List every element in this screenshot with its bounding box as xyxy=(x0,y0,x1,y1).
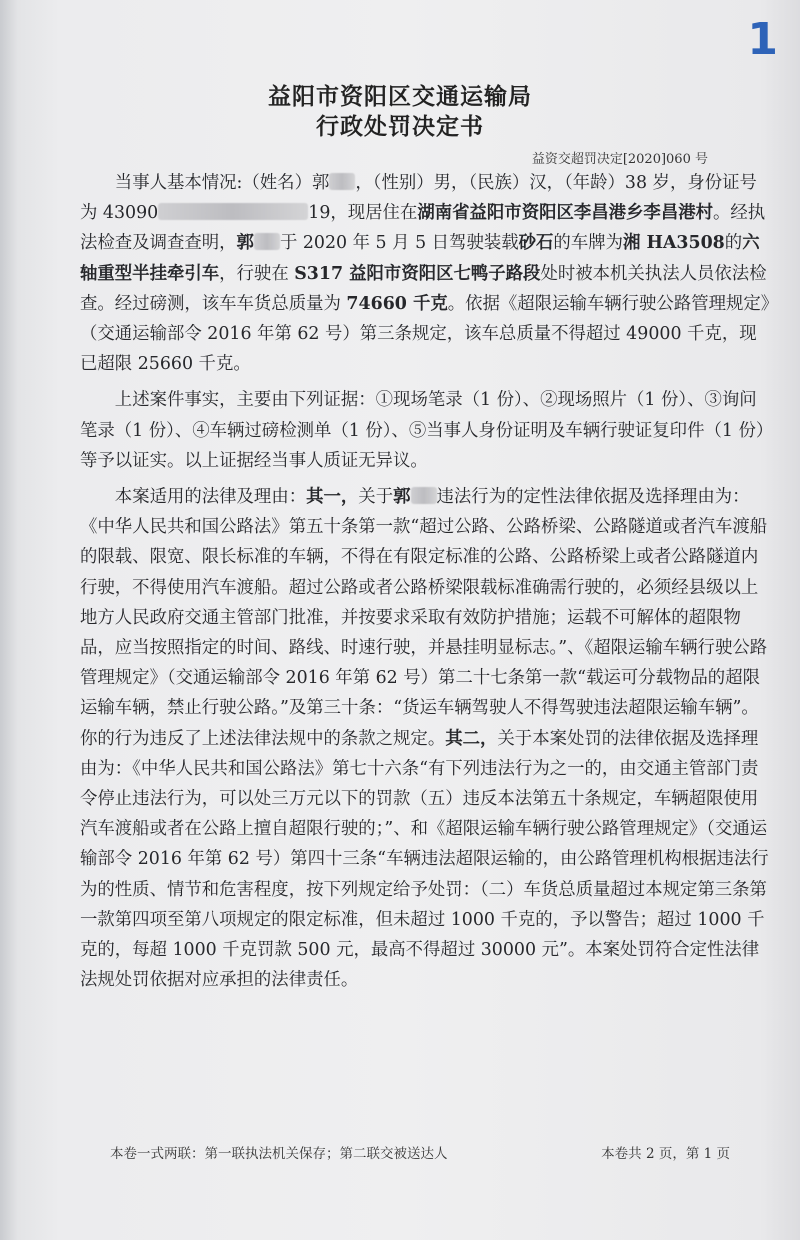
footer-page-count: 本卷共 2 页，第 1 页 xyxy=(601,1146,730,1162)
redacted-name xyxy=(329,173,355,190)
document-number: 益资交超罚决定[2020]060 号 xyxy=(531,152,708,167)
paragraph-evidence: 上述案件事实，主要由下列证据：①现场笔录（1 份）、②现场照片（1 份）、③询问笔录（1 份）、④车辆过磅检测单（1 份）、⑤当事人身份证明及车辆行驶证复印件（1 份）等予以证实。以上证据经当事人质证无异议。 xyxy=(80,390,765,471)
document-title-type: 行政处罚决定书 xyxy=(316,114,484,140)
redacted-name xyxy=(411,487,437,504)
redacted-name xyxy=(254,233,280,250)
document-body xyxy=(80,168,772,995)
handwritten-page-number: 1 xyxy=(747,14,778,65)
footer-copies-note: 本卷一式两联：第一联执法机关保存；第二联交被送达人 xyxy=(110,1146,448,1162)
paragraph-legal-basis: 本案适用的法律及理由：其一，关于郭 违法行为的定性法律依据及选择理由为：《中华人民共和国公路法》第五十条第一款“超过公路、公路桥梁、公路隧道或者汽车渡船的限载、限宽、限长标准的车辆，不得在有限定标准的公路、公路桥梁上或者公路隧道内行驶，不得使用汽车渡船。超过公路或者公路桥梁限载标准确需行驶的，必须经县级以上地方人民政府交通主管部门批准，并按要求采取有效防护措施；运载不可解体的超限物品，应当按照指定的时间、路线、时速行驶，并悬挂明显标志。”、《超限运输车辆行驶公路管理规定》（交通运输部令 2016 年第 62 号）第二十七条第一款“载运可分载物品的超限运输车辆，禁止行驶公路。”及第三十条：“货运车辆驾驶人不得驾驶违法超限运输车辆”。你的行为违反了上述法律法规中的条款之规定。其二，关于本案处罚的法律依据及选择理由为：《中华人民共和国公路法》第七十六条“有下列违法行为之一的，由交通主管部门责令停止违法行为，可以处三万元以下的罚款（五）违反本法第五十条规定，车辆超限使用汽车渡船或者在公路上擅自超限行驶的；”、和《超限运输车辆行驶公路管理规定》（交通运输部令 2016 年第 62 号）第四十三条“车辆违法超限运输的，由公路管理机构根据违法行为的性质、情节和危害程度，按下列规定给予处罚：（二）车货总质量超过本规定第三条第一款第四项至第八项规定的限定标准，但未超过 1000 千克的，予以警告；超过 1000 千克的，每超 1000 千克罚款 500 元，最高不得超过 30000 元”。本案处罚符合定性法律法规处罚依据对应承担的法律责任。 xyxy=(80,487,769,991)
paragraph-party-info: 当事人基本情况:（姓名）郭 ，（性别）男，（民族）汉，（年龄）38 岁，身份证号为 43090 19，现居住在湖南省益阳市资阳区李昌港乡李昌港村。经执法检查及调查查明，郭 于 2020 年 5 月 5 日驾驶装载砂石的车牌为湘 HA3508的六轴重型半挂牵引车，行驶在 S317 益阳市资阳区七鸭子路段处时被本机关执法人员依法检查。经过磅测，该车车货总质量为 74660 千克。依据《超限运输车辆行驶公路管理规定》（交通运输部令 2016 年第 62 号）第三条规定，该车总质量不得超过 49000 千克，现已超限 25660 千克。 xyxy=(80,173,770,375)
document-title-agency: 益阳市资阳区交通运输局 xyxy=(268,84,532,110)
redacted-id-number xyxy=(158,203,308,220)
